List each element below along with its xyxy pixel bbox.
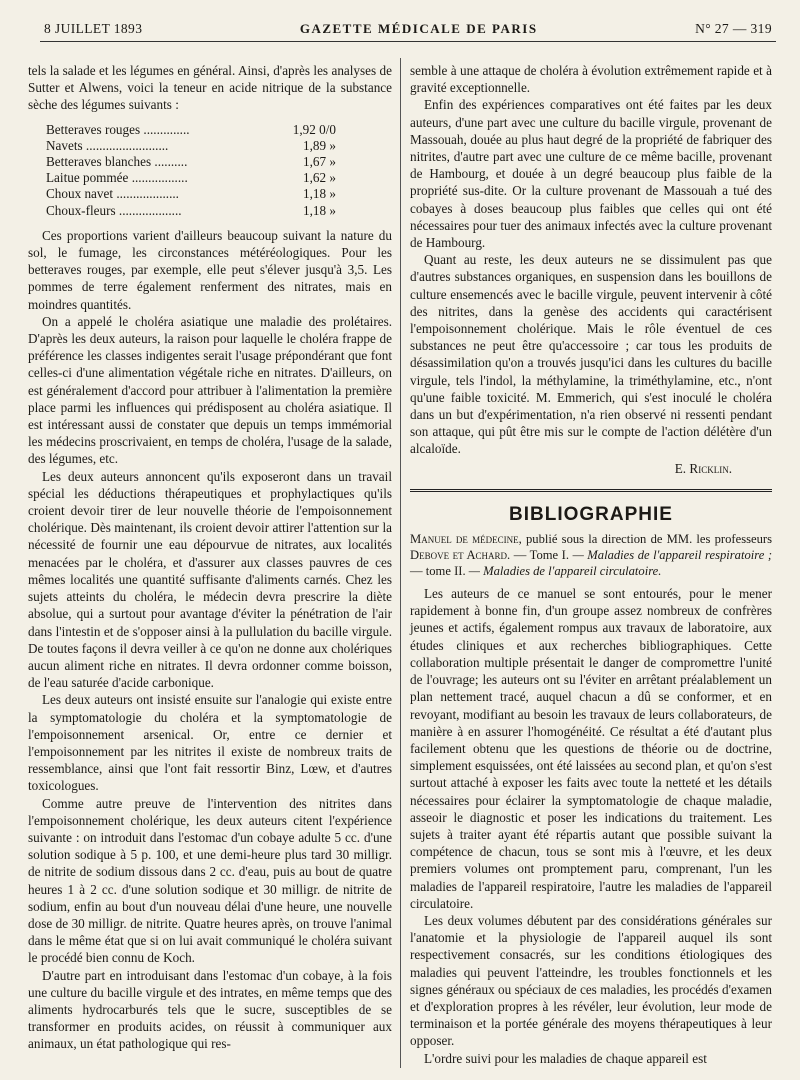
vegetable-name: Laitue pommée <box>46 170 129 186</box>
right-column <box>410 62 772 1067</box>
journal-title: GAZETTE MÉDICALE DE PARIS <box>299 21 538 36</box>
table-row: Betteraves blanches .......... 1,67 » <box>46 154 336 170</box>
nitrate-value: 1,92 0/0 <box>292 121 336 137</box>
paragraph: semble à une attaque de choléra à évolution extrêmement rapide et à gravité exceptionnelle. <box>410 63 772 96</box>
table-row: Choux-fleurs ................... 1,18 » <box>46 202 336 218</box>
paragraph: Enfin des expériences comparatives ont été faites par les deux auteurs, d'une part avec une culture du bacille virgule, provenant de Massouah, douée au plus haut degré de la propriété de fabriquer des nitrites, d'autre part avec une culture de ce même bacille, provenant de Hambourg, et douée à un degré beaucoup plus faible de la propriété sus-dite. Or la culture provenant de Massouah a tué des cobayes à doses beaucoup plus faibles que celles qui ont été nécessaires pour tuer des animaux infectés avec la culture provenant de Hambourg. <box>410 97 772 251</box>
nitrate-value: 1,67 » <box>303 154 336 170</box>
book-title: Manuel de médecine, <box>410 532 522 547</box>
volume-title: — Maladies de l'appareil respiratoire ; <box>572 548 773 563</box>
book-authors: Debove et Achard. <box>410 548 511 563</box>
table-row: Betteraves rouges .............. 1,92 0/0 <box>46 121 336 137</box>
paragraph: Les auteurs de ce manuel se sont entourés, pour le mener rapidement à bonne fin, d'un groupe assez nombreux de confrères jeunes et actifs, également rompus aux travaux de laboratoire, aux études cliniques et aux recherches bibliographiques. Cette collaboration multiple présentait le danger de compromettre l'unité de l'ouvrage; les auteurs ont su l'éviter en arrêtant préalablement un plan nettement tracé, auquel chacun a dû se conformer, et en revoyant, modifiant au besoin les travaux de leurs collaborateurs, de manière à en assurer l'homogénéité. Ce résultat a été d'autant plus facilement obtenu que les questions de théorie ou de doctrine, simplement esquissées, ont été laissées au second plan, et qu'on s'est surtout attaché à exposer les faits avec toute la netteté et les détails nécessaires pour éclairer la symptomatologie de chaque maladie, asseoir le diagnostic et poser les indications du traitement. Les sujets à traiter ayant été répartis autant que possible suivant la compétence de chacun, tous se sont mis à l'œuvre, et les deux premiers volumes ont promptement paru, comprenant, l'un les maladies de l'appareil respiratoire, l'autre les maladies de l'appareil circulatoire. <box>410 586 772 911</box>
paragraph: On a appelé le choléra asiatique une maladie des prolétaires. D'après les deux auteurs, la raison pour laquelle le choléra frappe de préférence les classes indigentes serait l'usage prépondérant que font celles-ci d'une alimentation végétale riche en nitrates. D'ailleurs, on est généralement d'accord pour attribuer à l'alimentation la première place parmi les influences qui prédisposent au choléra asiatique. Il est intéressant aussi de constater que depuis un temps immémorial les médecins proscrivaient, en temps de choléra, l'usage de la salade, des légumes, etc. <box>28 313 392 467</box>
paragraph: Ces proportions varient d'ailleurs beaucoup suivant la nature du sol, le fumage, les circonstances météréologiques. Pour les betteraves rouges, par exemple, elle peut s'élever jusqu'à 3,5. Les pommes de terre également renferment des nitrates, mais en moindres quantités. <box>28 227 392 312</box>
volume-title: — Maladies de l'appareil circulatoire. <box>468 564 662 579</box>
paragraph: Les deux volumes débutent par des considérations générales sur l'anatomie et la physiologie de l'appareil auquel ils sont respectivement consacrés, sur les conditions étiologiques des maladies qui peuvent l'atteindre, les troubles fonctionnels et les signes généraux ou spéciaux de ces maladies, les procédés d'examen et d'exploration propres à les révéler, leur évolution, leur mode de terminaison et la portée générale des moyens thérapeutiques à leur opposer. <box>410 912 772 1049</box>
nitrate-value: 1,89 » <box>303 137 336 153</box>
page-header <box>44 18 772 40</box>
vegetable-name: Choux navet <box>46 186 114 202</box>
paragraph: Les deux auteurs ont insisté ensuite sur l'analogie qui existe entre la symptomatologie du choléra et la symptomatologie de l'empoisonnement arsenical. Or, entre ce dernier et l'empoisonnement par les nitrites il existe de nombreux traits de ressemblance, ainsi que l'ont fait ressortir Binz, Lœw, et d'autres toxicologues. <box>28 692 392 794</box>
table-row: Laitue pommée ................. 1,62 » <box>46 170 336 186</box>
table-row: Navets ......................... 1,89 » <box>46 137 336 153</box>
vegetable-name: Navets <box>46 137 83 153</box>
vegetable-name: Betteraves rouges <box>46 121 141 137</box>
issue-date: 8 JUILLET 1893 <box>44 21 143 36</box>
column-divider <box>400 58 401 1068</box>
author-signature: E. Ricklin. <box>674 460 732 476</box>
table-row: Choux navet ................... 1,18 » <box>46 186 336 202</box>
vegetable-name: Betteraves blanches <box>46 154 152 170</box>
nitrate-value: 1,18 » <box>303 186 336 202</box>
paragraph: Les deux auteurs annoncent qu'ils exposeront dans un travail spécial les déductions thérapeutiques et prophylactiques qu'ils croient devoir tirer de leur nouvelle théorie de l'empoisonnement cholérique. Dès maintenant, ils croient devoir attirer l'attention sur la nécessité de fournir une eau dépourvue de nitrates, aux localités menacées par le choléra, et d'assurer aux classes pauvres de ces mêmes localités une quantité suffisante d'aliments carnés. Chez les sujets atteints du choléra, le médecin devra prescrire la diète absolue, qui a surtout pour avantage d'éviter la pénétration de l'air dans l'intestin et de s'opposer ainsi à la pullulation du bacille virgule. De toutes façons il devra veiller à ce qu'on ne donne aux cholériques aucun aliment riche en nitrates. Il devra ordonner comme boisson, de l'eau saturée d'acide carbonique. <box>28 468 392 691</box>
nitrate-table <box>46 122 336 219</box>
paragraph: D'autre part en introduisant dans l'estomac d'un cobaye, à la fois une culture du bacille virgule et des intrates, en même temps que des aliments hydrocarburés tels que le sucre, susceptibles de se transformer en produits acides, on réussit à communiquer aux animaux, un état pathologique qui res- <box>28 967 392 1052</box>
paragraph: Quant au reste, les deux auteurs ne se dissimulent pas que d'autres substances organiques, en suspension dans les bouillons de culture ensemencés avec le bacille virgule, peuvent intervenir à côté des nitrites, dans la genèse des accidents qui caractérisent l'empoisonnement cholérique. Mais le rôle éventuel de ces substances ne peut être qu'accessoire ; car tous les produits de désassimilation qu'on a trouvés jusqu'ici dans les cultures du bacille virgule, tels l'indol, la méthylamine, la triméthylamine, etc., n'ont qu'une faible toxicité. M. Emmerich, qui s'est inoculé le choléra dans un but d'expérimentation, n'a rien observé ni ressenti pendant son attaque, qui pût être mis sur le compte de l'action délétère d'un alcaloïde. <box>410 252 772 457</box>
left-column <box>28 62 392 1053</box>
book-reference: Manuel de médecine, publié sous la direction de MM. les professeurs Debove et Achard. — Tome I. — Maladies de l'appareil respiratoire ; — tome II. — Maladies de l'appareil circulatoire. <box>410 532 773 579</box>
section-rule <box>410 489 772 492</box>
section-title: BIBLIOGRAPHIE <box>509 503 673 525</box>
paragraph: L'ordre suivi pour les maladies de chaque appareil est <box>424 1050 707 1066</box>
nitrate-value: 1,62 » <box>303 170 336 186</box>
issue-page-number: N° 27 — 319 <box>695 21 772 36</box>
paragraph: Comme autre preuve de l'intervention des nitrites dans l'empoisonnement cholérique, les deux auteurs citent l'expérience suivante : on introduit dans l'estomac d'un cobaye adulte 5 cc. d'une solution sodique à 5 p. 100, et une demi-heure plus tard 30 milligr. de nitrite de sodium dissous dans 2 cc. d'eau, puis au bout de quatre heures 1 à 2 cc. d'une solution sodique et 30 milligr. de nitrite de sodium, enfin au bout d'un nouveau délai d'une heure, une nouvelle dose de 30 milligr. de nitrite. Quatre heures après, on trouve l'animal dans le même état que si on lui avait communiqué le choléra suivant le procédé bien connu de Koch. <box>28 795 392 966</box>
paragraph: tels la salade et les légumes en général. Ainsi, d'après les analyses de Sutter et Alwens, voici la teneur en acide nitrique de la substance sèche des légumes suivants : <box>28 63 392 113</box>
vegetable-name: Choux-fleurs <box>46 202 116 218</box>
header-rule <box>40 41 776 42</box>
nitrate-value: 1,18 » <box>303 202 336 218</box>
